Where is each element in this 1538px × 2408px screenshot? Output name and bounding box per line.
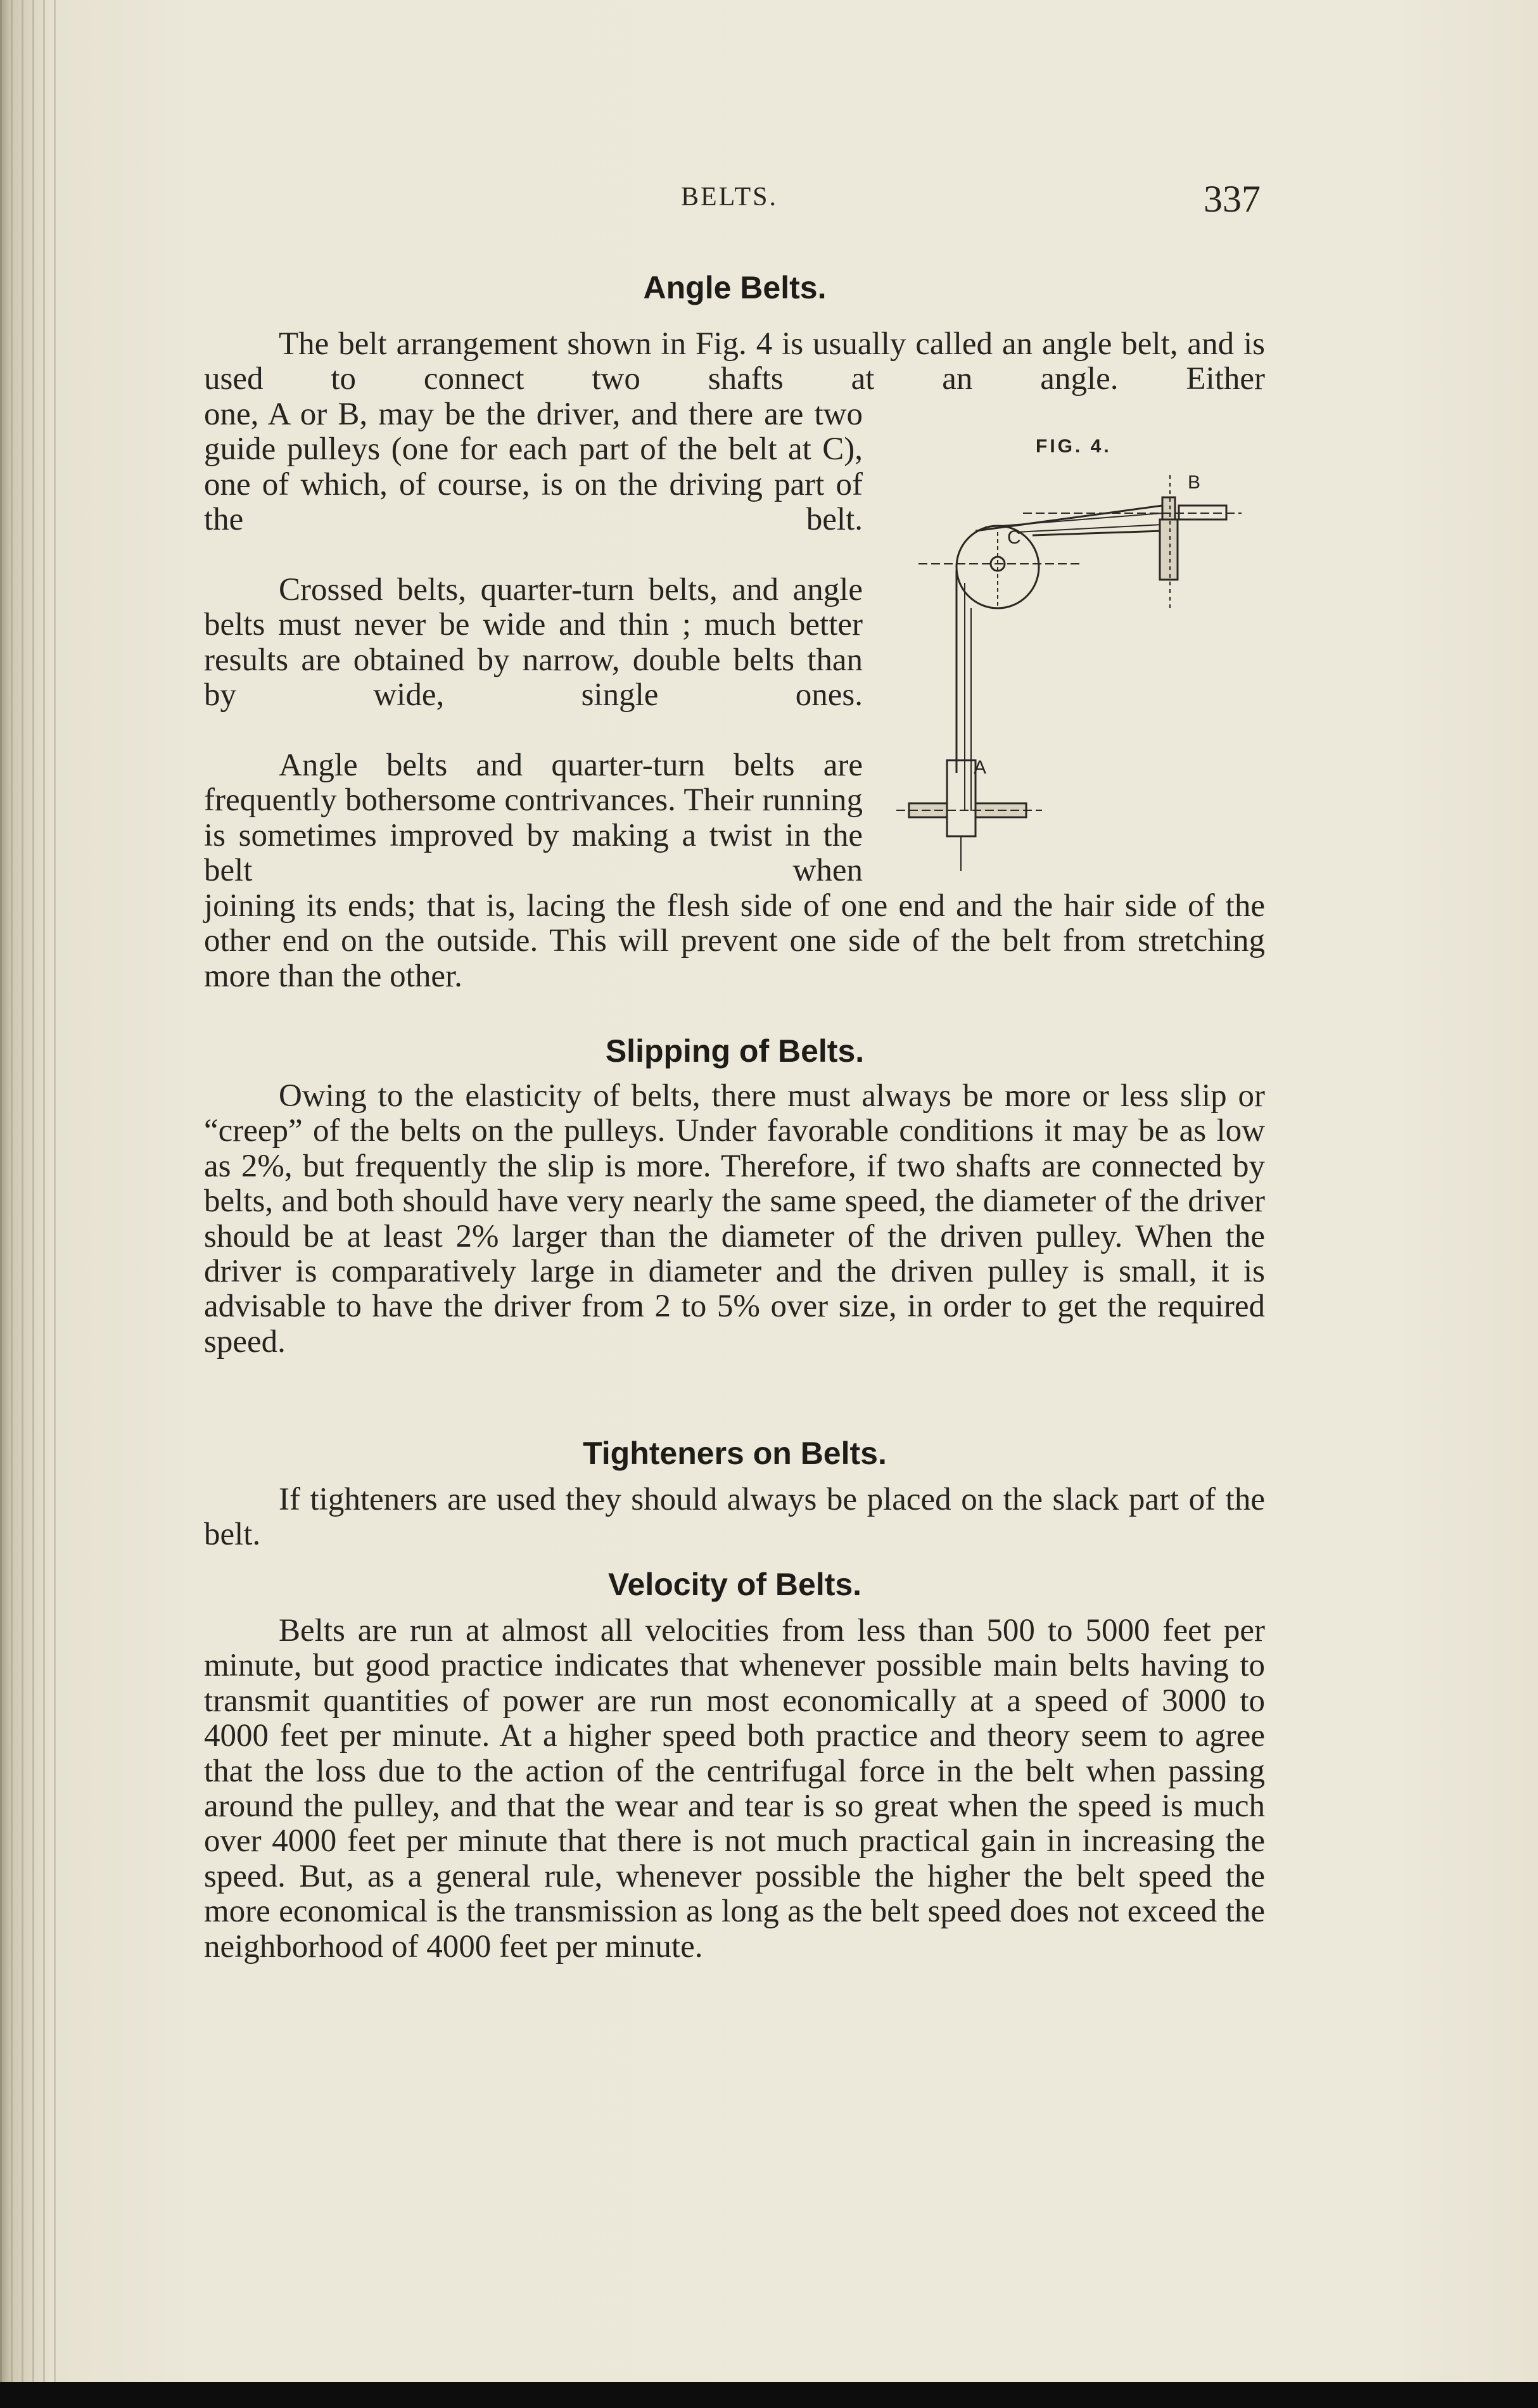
running-head: BELTS.	[681, 182, 778, 212]
book-spine-shadow	[0, 0, 57, 2382]
figure-label: FIG. 4.	[1036, 436, 1112, 457]
paragraph-angle-belts-driver: one, A or B, may be the driver, and there are two guide pulleys (one for each part of the belt at C), one of which, of course, is on the driving part of the belt.	[204, 397, 863, 538]
heading-tighteners-on-belts: Tighteners on Belts.	[583, 1436, 887, 1471]
page-number: 337	[1204, 178, 1261, 220]
paragraph-angle-belts-twist: joining its ends; that is, lacing the flesh side of one end and the hair side of the other end on the outside. This will prevent one side of the belt from stretching more than the other.	[204, 888, 1265, 994]
paragraph-velocity-of-belts: Belts are run at almost all velocities from less than 500 to 5000 feet per minute, but good practice indicates that whenever possible main belts having to transmit quantities of power are run most economically at a speed of 3000 to 4000 feet per minute. At a higher speed both practice and theory seem to agree that the loss due to the action of the centrifugal force in the belt when passing around the pulley, and that the wear and tear is so great when the speed is much over 4000 feet per minute that there is not much practical gain in increasing the speed. But, as a general rule, whenever possible the higher the belt speed the more economical is the transmission as long as the belt speed does not exceed the neighborhood of 4000 feet per minute.	[204, 1613, 1265, 1965]
paragraph-angle-belts-intro: The belt arrangement shown in Fig. 4 is usually called an angle belt, and is used to connect two shafts at an angle. Either	[204, 326, 1265, 397]
paragraph-tighteners-on-belts: If tighteners are used they should always be placed on the slack part of the belt.	[204, 1482, 1265, 1553]
paragraph-slipping-of-belts: Owing to the elasticity of belts, there must always be more or less slip or “creep” of the belts on the pulleys. Under favorable conditions it may be as low as 2%, but frequently the slip is more. Therefore, if two shafts are connected by belts, and both should have very nearly the same speed, the diameter of the driver should be at least 2% larger than the diameter of the driven pulley. When the driver is comparatively large in diameter and the driven pulley is small, it is advisable to have the driver from 2 to 5% over size, in order to get the required speed.	[204, 1078, 1265, 1360]
pulley-b	[1160, 519, 1178, 580]
paragraph-angle-belts-crossed: Crossed belts, quarter-turn belts, and angle belts must never be wide and thin ; much better results are obtained by narrow, double belts than by wide, single ones.	[204, 572, 863, 713]
figure-letter-c: C	[1007, 527, 1021, 548]
figure-letter-a: A	[974, 757, 987, 778]
figure-letter-b: B	[1188, 472, 1201, 493]
heading-velocity-of-belts: Velocity of Belts.	[607, 1567, 862, 1602]
heading-slipping-of-belts: Slipping of Belts.	[605, 1033, 865, 1069]
heading-angle-belts: Angle Belts.	[643, 270, 827, 305]
angle-belt-drawing	[896, 418, 1261, 900]
scan-bottom-edge	[0, 2382, 1538, 2408]
figure-4-angle-belt-diagram	[896, 418, 1261, 900]
paragraph-angle-belts-quarter-turn: Angle belts and quarter-turn belts are frequently bothersome contrivances. Their running is sometimes improved by making a twist in the belt when	[204, 748, 863, 889]
